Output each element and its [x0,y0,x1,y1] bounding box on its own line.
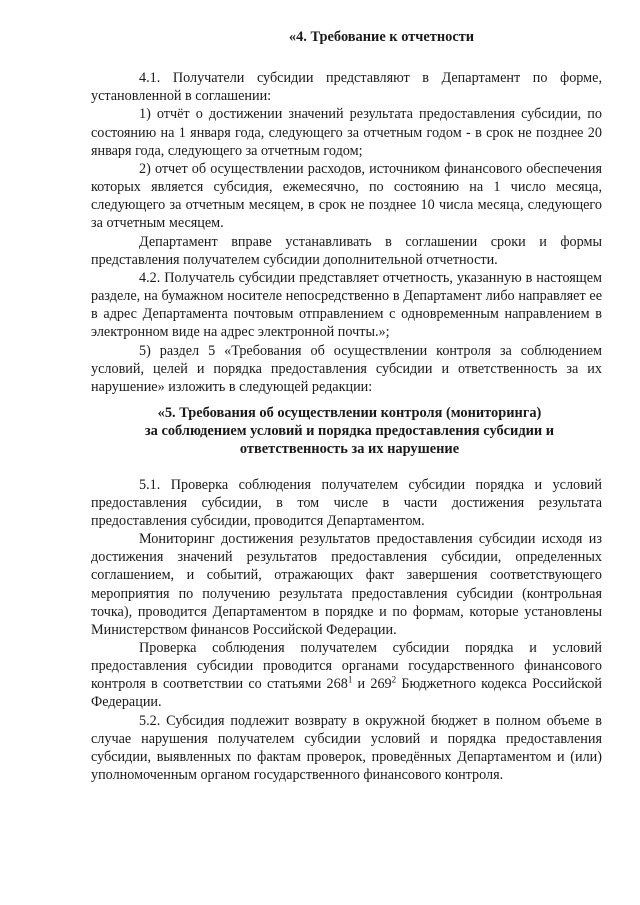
section-4-title: «4. Требование к отчетности [288,29,475,45]
paragraph-4-2: 4.2. Получатель субсидии представляет отчетность, указанную в настоящем разделе, на бумажном носителе непосредственно в Департамент либо направляет ее в адрес Департамента почтовым отправлением с одновременным направлением в электронном виде на адрес электронной почты.»; [91,269,602,341]
text-fragment: Бюджетного кодекса Российской Федерации. [91,676,602,711]
paragraph-additional-reporting: Департамент вправе устанавливать в соглашении сроки и формы представления получателем субсидии дополнительной отчетности. [91,233,602,268]
section-5-title-line: ответственность за их нарушение [239,441,460,458]
superscript: 1 [347,674,353,685]
text-fragment: Проверка соблюдения получателем субсидии порядка и условий предоставления субсидии проводится органами государственного финансового контроля в соответствии со статьями 268 [91,639,602,693]
paragraph-amendment-5: 5) раздел 5 «Требования об осуществлении контроля за соблюдением условий, целей и порядка предоставления субсидии и ответственность за их нарушение» изложить в следующей редакции: [91,342,602,395]
list-item-report-results: 1) отчёт о достижении значений результата предоставления субсидии, по состоянию на 1 января года, следующего за отчетным годом - в срок не позднее 20 января года, следующего за отчетным годом; [91,106,602,159]
text-fragment: и 269 [352,676,392,693]
list-item-report-expenses: 2) отчет об осуществлении расходов, источником финансового обеспечения которых является субсидия, ежемесячно, по состоянию на 1 число месяца, следующего за отчетным месяцем, в срок не позднее 10 числа месяца, следующего за отчетным месяцем. [91,160,602,232]
paragraph-5-1: 5.1. Проверка соблюдения получателем субсидии порядка и условий предоставления субсидии, в том числе в части достижения результата предоставления субсидии, проводится Департаментом. [91,476,602,529]
superscript: 2 [391,674,397,685]
section-5-title [91,404,602,459]
paragraph-5-2: 5.2. Субсидия подлежит возврату в окружной бюджет в полном объеме в случае нарушения получателем субсидии условий и порядка предоставления субсидии, выявленных по фактам проверок, проведённых Департаментом и (или) уполномоченным органом государственного финансового контроля. [91,712,602,784]
paragraph-monitoring: Мониторинг достижения результатов предоставления субсидии исходя из достижения значений результатов предоставления субсидии, определенных соглашением, и событий, отражающих факт завершения соответствующего мероприятия по получению результата предоставления субсидии (контрольная точка), проводится Департаментом в порядке и по формам, которые установлены Министерством финансов Российской Федерации. [91,531,602,638]
section-5-title-line: за соблюдением условий и порядка предоставления субсидии и [144,423,555,440]
document-page [91,28,602,784]
paragraph-4-1: 4.1. Получатели субсидии представляют в Департамент по форме, установленной в соглашении: [91,70,602,105]
section-5-title-line: «5. Требования об осуществлении контроля (мониторинга) [157,404,542,421]
paragraph-financial-control [91,639,602,712]
